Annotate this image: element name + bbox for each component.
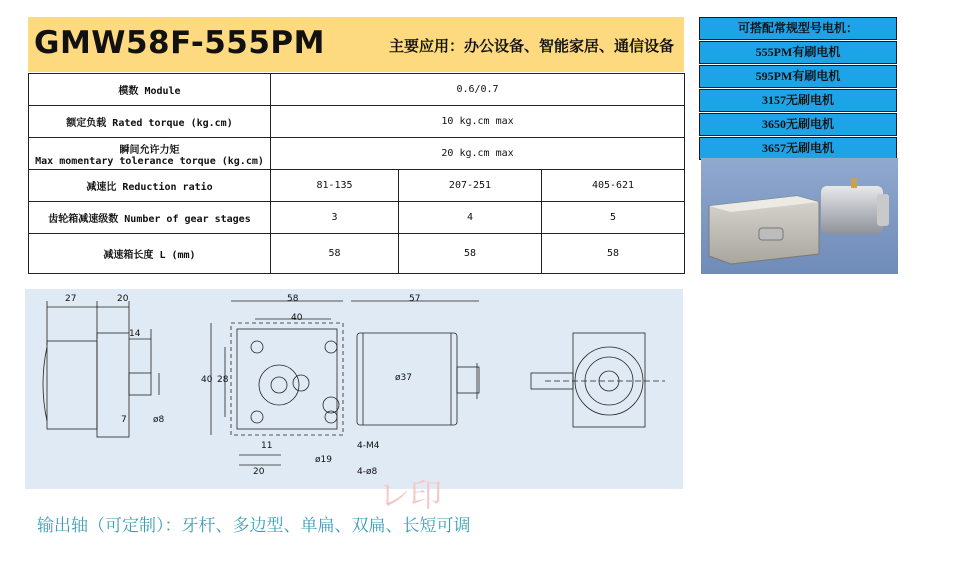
technical-drawing	[25, 289, 683, 489]
dim-label: 40	[201, 375, 213, 385]
length-cell: 58	[399, 234, 542, 274]
momentary-torque-label	[29, 138, 271, 170]
dim-label: 7	[121, 415, 127, 425]
dim-label: 11	[261, 441, 273, 451]
table-row	[29, 170, 685, 202]
motor-item: 3657无刷电机	[699, 137, 897, 160]
motor-item: 555PM有刷电机	[699, 41, 897, 64]
stages-cell: 3	[271, 202, 399, 234]
stages-cell: 4	[399, 202, 542, 234]
dim-label: 4-M4	[357, 441, 380, 451]
title-bar	[28, 17, 684, 72]
dim-label: 40	[291, 313, 303, 323]
model-title: GMW58F-555PM	[34, 25, 325, 61]
gear-stages-label: 齿轮箱减速级数 Number of gear stages	[29, 202, 271, 234]
product-photo	[701, 158, 898, 274]
table-row	[29, 106, 685, 138]
compatible-motors-list	[699, 17, 897, 161]
output-shaft-note: 输出轴（可定制）：牙杆、多边型、单扁、双扁、长短可调	[37, 516, 471, 536]
table-row	[29, 74, 685, 106]
momentary-torque-label-en: Max momentary tolerance torque (kg.cm)	[35, 155, 264, 167]
dim-label: ø19	[315, 455, 332, 465]
dim-label: 57	[409, 294, 421, 304]
dim-label: 58	[287, 294, 299, 304]
dim-label: 14	[129, 329, 141, 339]
module-label: 模数 Module	[29, 74, 271, 106]
ratio-cell: 207-251	[399, 170, 542, 202]
momentary-torque-value: 20 kg.cm max	[271, 138, 685, 170]
spec-table	[28, 73, 685, 274]
motor-item: 3650无刷电机	[699, 113, 897, 136]
stages-cell: 5	[542, 202, 685, 234]
length-cell: 58	[271, 234, 399, 274]
motor-item: 595PM有刷电机	[699, 65, 897, 88]
gear-motor-image	[701, 158, 898, 274]
dim-label: ø8	[153, 415, 165, 425]
watermark: レ印	[378, 476, 443, 514]
momentary-torque-label-cn: 瞬间允许力矩	[119, 144, 180, 156]
table-row	[29, 202, 685, 234]
dim-label: 27	[65, 294, 77, 304]
dim-label: 20	[253, 467, 265, 477]
dim-label: 28	[217, 375, 229, 385]
module-value: 0.6/0.7	[271, 74, 685, 106]
table-row	[29, 138, 685, 170]
table-row	[29, 234, 685, 274]
motors-title: 可搭配常规型号电机：	[699, 17, 897, 40]
dim-label: 20	[117, 294, 129, 304]
ratio-cell: 405-621	[542, 170, 685, 202]
dim-label: ø37	[395, 373, 412, 383]
reduction-ratio-label: 减速比 Reduction ratio	[29, 170, 271, 202]
applications-text: 主要应用：办公设备、智能家居、通信设备	[388, 37, 674, 55]
motor-item: 3157无刷电机	[699, 89, 897, 112]
dim-label: 4-ø8	[357, 467, 378, 477]
ratio-cell: 81-135	[271, 170, 399, 202]
rated-torque-label: 额定负载 Rated torque (kg.cm)	[29, 106, 271, 138]
length-cell: 58	[542, 234, 685, 274]
dimension-drawing	[25, 289, 683, 489]
gearbox-length-label: 减速箱长度 L (mm)	[29, 234, 271, 274]
rated-torque-value: 10 kg.cm max	[271, 106, 685, 138]
